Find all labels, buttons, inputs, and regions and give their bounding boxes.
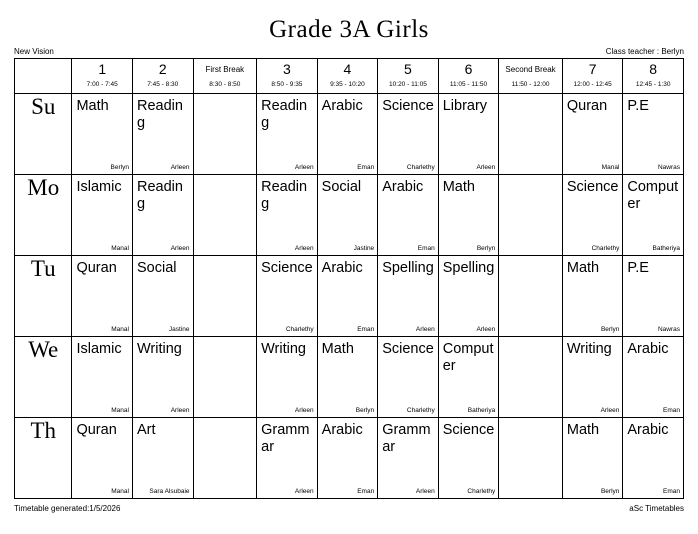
lesson-teacher: Manal	[111, 326, 129, 333]
lesson-cell[interactable]	[562, 256, 623, 337]
lesson-cell[interactable]	[317, 256, 378, 337]
lesson-cell[interactable]	[378, 175, 439, 256]
lesson-teacher: Jastine	[168, 326, 190, 333]
lesson-subject: Social	[136, 260, 177, 276]
period-number: 1	[98, 61, 107, 77]
header-period-cell	[317, 59, 378, 94]
lesson-cell[interactable]	[317, 175, 378, 256]
lesson-cell[interactable]	[132, 256, 193, 337]
lesson-subject: Reading	[136, 98, 183, 131]
lesson-teacher: Charlethy	[406, 407, 435, 414]
header-period-cell	[378, 59, 439, 94]
lesson-subject: P.E	[627, 260, 649, 276]
lesson-teacher: Sara Alsubaie	[149, 488, 190, 495]
period-time: 8:50 - 9:35	[271, 81, 303, 88]
lesson-teacher: Berlyn	[476, 245, 496, 252]
day-label: Su	[15, 94, 72, 175]
lesson-teacher: Eman	[663, 407, 680, 414]
lesson-teacher: Manal	[111, 245, 129, 252]
lesson-teacher: Eman	[357, 164, 375, 171]
lesson-teacher: Charlethy	[406, 164, 435, 171]
lesson-cell[interactable]	[623, 418, 684, 499]
lesson-cell[interactable]	[317, 94, 378, 175]
lesson-subject: Arabic	[382, 179, 424, 195]
table-row	[15, 94, 684, 175]
lesson-teacher: Eman	[663, 488, 680, 495]
lesson-cell[interactable]	[317, 337, 378, 418]
period-number: 8	[649, 61, 658, 77]
lesson-cell[interactable]	[132, 175, 193, 256]
lesson-subject: Spelling	[382, 260, 434, 276]
timetable-wrap	[0, 58, 698, 499]
break-label: First Break	[205, 65, 245, 74]
lesson-teacher: Manal	[111, 488, 129, 495]
lesson-teacher: Arleen	[294, 488, 314, 495]
table-row	[15, 337, 684, 418]
lesson-cell[interactable]	[72, 175, 133, 256]
lesson-subject: Computer	[627, 179, 679, 212]
period-number: 6	[464, 61, 473, 77]
lesson-subject: Social	[321, 179, 362, 195]
lesson-subject: Math	[566, 260, 600, 276]
lesson-subject: Writing	[136, 341, 182, 357]
header-break-cell	[499, 59, 563, 94]
page-title: Grade 3A Girls	[269, 16, 429, 43]
lesson-subject: Quran	[76, 260, 117, 276]
lesson-cell[interactable]	[438, 337, 499, 418]
lesson-teacher: Berlyn	[600, 326, 620, 333]
period-number: 2	[158, 61, 167, 77]
lesson-cell[interactable]	[378, 418, 439, 499]
lesson-teacher: Batheriya	[467, 407, 496, 414]
day-label: We	[15, 337, 72, 418]
lesson-subject: Science	[566, 179, 619, 195]
period-time: 12:45 - 1:30	[635, 81, 671, 88]
lesson-cell[interactable]	[562, 94, 623, 175]
header-period-cell	[438, 59, 499, 94]
lesson-teacher: Charlethy	[591, 245, 620, 252]
header-period-cell	[132, 59, 193, 94]
lesson-cell[interactable]	[72, 337, 133, 418]
break-time: 11:50 - 12:00	[511, 81, 550, 88]
lesson-subject: Science	[261, 260, 313, 276]
lesson-teacher: Arleen	[294, 245, 314, 252]
lesson-teacher: Arleen	[476, 326, 496, 333]
lesson-subject: Art	[136, 422, 156, 438]
lesson-cell[interactable]	[72, 256, 133, 337]
lesson-subject: Math	[321, 341, 354, 357]
lesson-subject: Arabic	[627, 341, 669, 357]
break-cell	[193, 256, 257, 337]
lesson-teacher: Arleen	[170, 164, 190, 171]
period-time: 9:35 - 10:20	[330, 81, 365, 88]
break-label: Second Break	[505, 65, 556, 74]
day-label: Th	[15, 418, 72, 499]
lesson-subject: Science	[442, 422, 495, 438]
lesson-cell[interactable]	[378, 94, 439, 175]
lesson-cell[interactable]	[562, 175, 623, 256]
lesson-cell[interactable]	[623, 256, 684, 337]
lesson-cell[interactable]	[257, 175, 318, 256]
generated-date: Timetable generated:1/5/2026	[14, 504, 121, 513]
class-teacher: Class teacher : Berlyn	[605, 47, 684, 56]
lesson-teacher: Berlyn	[355, 407, 375, 414]
lesson-cell[interactable]	[623, 94, 684, 175]
break-cell	[499, 175, 563, 256]
lesson-cell[interactable]	[378, 337, 439, 418]
day-label: Tu	[15, 256, 72, 337]
lesson-teacher: Nawras	[657, 326, 680, 333]
period-time: 7:00 - 7:45	[86, 81, 118, 88]
table-row	[15, 256, 684, 337]
lesson-subject: Arabic	[321, 260, 363, 276]
lesson-subject: P.E	[627, 98, 649, 114]
lesson-teacher: Eman	[417, 245, 435, 252]
lesson-teacher: Charlethy	[285, 326, 314, 333]
lesson-subject: Islamic	[76, 341, 122, 357]
lesson-teacher: Eman	[357, 326, 375, 333]
period-time: 10:20 - 11:05	[389, 81, 427, 88]
lesson-cell[interactable]	[438, 175, 499, 256]
lesson-cell[interactable]	[317, 418, 378, 499]
lesson-subject: Science	[382, 341, 434, 357]
break-cell	[193, 337, 257, 418]
lesson-subject: Islamic	[76, 179, 122, 195]
break-cell	[499, 94, 563, 175]
timetable	[14, 58, 684, 499]
lesson-cell[interactable]	[132, 337, 193, 418]
header-period-cell	[257, 59, 318, 94]
lesson-subject: Writing	[261, 341, 306, 357]
lesson-subject: Library	[442, 98, 488, 114]
lesson-teacher: Nawras	[657, 164, 680, 171]
lesson-cell[interactable]	[378, 256, 439, 337]
lesson-subject: Math	[442, 179, 475, 195]
lesson-cell[interactable]	[257, 418, 318, 499]
lesson-subject: Spelling	[442, 260, 495, 276]
school-name: New Vision	[14, 47, 54, 56]
lesson-subject: Arabic	[627, 422, 669, 438]
lesson-subject: Computer	[442, 341, 494, 374]
lesson-teacher: Arleen	[415, 326, 435, 333]
period-time: 7:45 - 8:30	[147, 81, 179, 88]
lesson-cell[interactable]	[132, 94, 193, 175]
lesson-teacher: Arleen	[476, 164, 496, 171]
lesson-teacher: Arleen	[415, 488, 435, 495]
lesson-teacher: Arleen	[600, 407, 620, 414]
lesson-teacher: Charlethy	[467, 488, 496, 495]
break-cell	[193, 94, 257, 175]
lesson-teacher: Arleen	[170, 245, 190, 252]
lesson-subject: Math	[566, 422, 600, 438]
lesson-cell[interactable]	[257, 256, 318, 337]
lesson-subject: Arabic	[321, 98, 363, 114]
lesson-teacher: Arleen	[294, 164, 314, 171]
lesson-subject: Quran	[76, 422, 117, 438]
lesson-cell[interactable]	[72, 94, 133, 175]
lesson-subject: Science	[382, 98, 434, 114]
lesson-teacher: Arleen	[170, 407, 190, 414]
lesson-cell[interactable]	[132, 418, 193, 499]
break-cell	[193, 418, 257, 499]
lesson-subject: Arabic	[321, 422, 363, 438]
lesson-cell[interactable]	[623, 337, 684, 418]
lesson-subject: Math	[76, 98, 109, 114]
period-number: 5	[404, 61, 412, 77]
lesson-teacher: Eman	[357, 488, 375, 495]
period-time: 12:00 - 12:45	[573, 81, 612, 88]
period-number: 7	[588, 61, 597, 77]
lesson-subject: Quran	[566, 98, 608, 114]
lesson-cell[interactable]	[72, 418, 133, 499]
lesson-teacher: Manal	[111, 407, 129, 414]
table-row	[15, 418, 684, 499]
lesson-cell[interactable]	[562, 418, 623, 499]
lesson-subject: Grammar	[382, 422, 431, 455]
lesson-subject: Reading	[261, 179, 308, 212]
lesson-subject: Grammar	[261, 422, 310, 455]
header-break-cell	[193, 59, 257, 94]
lesson-cell[interactable]	[257, 94, 318, 175]
day-label: Mo	[15, 175, 72, 256]
meta-row	[0, 44, 698, 58]
lesson-teacher: Berlyn	[110, 164, 129, 171]
lesson-teacher: Manal	[601, 164, 620, 171]
break-cell	[499, 337, 563, 418]
footer	[0, 499, 698, 513]
break-cell	[193, 175, 257, 256]
table-row	[15, 175, 684, 256]
lesson-teacher: Arleen	[294, 407, 314, 414]
header-period-cell	[72, 59, 133, 94]
period-number: 3	[282, 61, 291, 77]
period-number: 4	[343, 61, 352, 77]
lesson-cell[interactable]	[257, 337, 318, 418]
header-period-cell	[562, 59, 623, 94]
lesson-teacher: Batheriya	[652, 245, 680, 252]
header-corner-cell	[15, 59, 72, 94]
lesson-cell[interactable]	[438, 94, 499, 175]
break-cell	[499, 256, 563, 337]
lesson-teacher: Jastine	[353, 245, 375, 252]
break-cell	[499, 418, 563, 499]
timetable-header-row	[15, 59, 684, 94]
lesson-cell[interactable]	[438, 418, 499, 499]
lesson-teacher: Berlyn	[600, 488, 620, 495]
lesson-cell[interactable]	[623, 175, 684, 256]
lesson-subject: Reading	[261, 98, 308, 131]
break-time: 8:30 - 8:50	[209, 81, 241, 88]
lesson-cell[interactable]	[438, 256, 499, 337]
lesson-subject: Reading	[136, 179, 183, 212]
lesson-subject: Writing	[566, 341, 612, 357]
software-credit: aSc Timetables	[629, 504, 684, 513]
period-time: 11:05 - 11:50	[449, 81, 488, 88]
lesson-cell[interactable]	[562, 337, 623, 418]
header-period-cell	[623, 59, 684, 94]
